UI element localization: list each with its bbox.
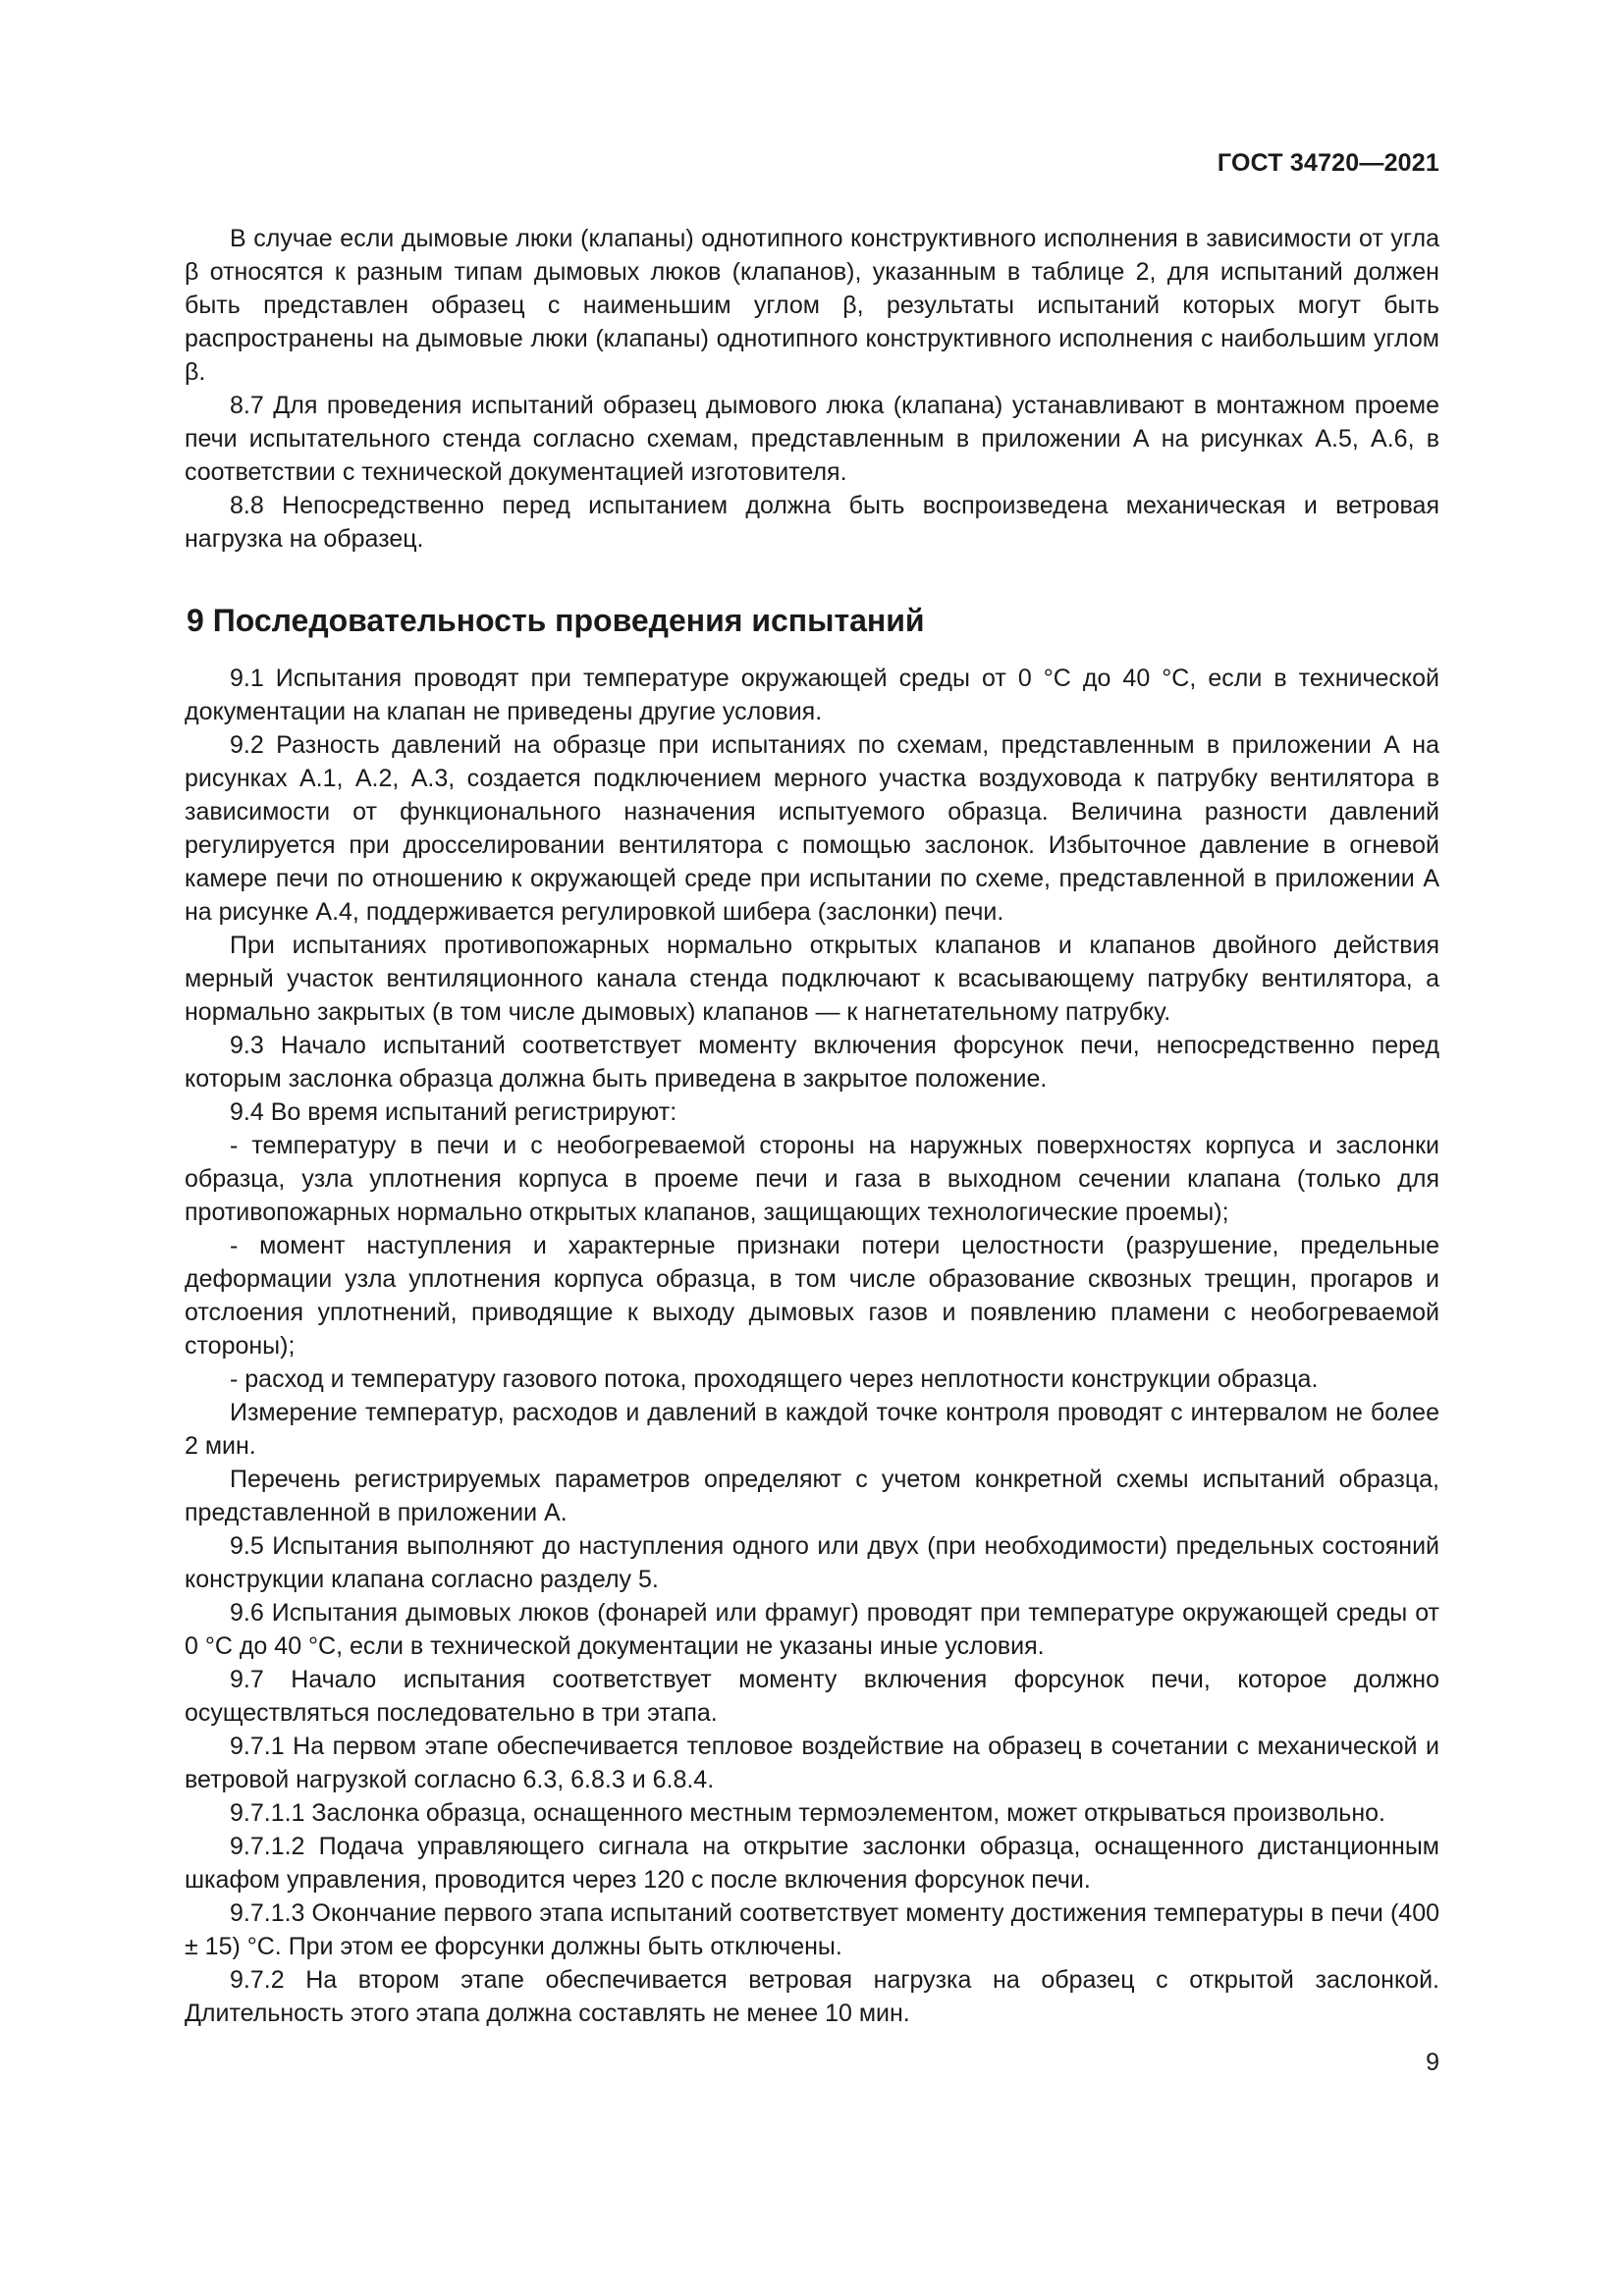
standard-number: ГОСТ 34720—2021 xyxy=(1217,149,1439,177)
paragraph: В случае если дымовые люки (клапаны) однотипного конструктивного исполнения в зависимости от угла β относятся к разным типам дымовых люков (клапанов), указанным в таблице 2, для испытаний должен быть представлен образец с наименьшим углом β, результаты испытаний которых могут быть распространены на дымовые люки (клапаны) однотипного конструктивного исполнения с наибольшим углом β. xyxy=(185,225,1439,386)
paragraph: 9.7 Начало испытания соответствует моменту включения форсунок печи, которое должно осуществляться последовательно в три этапа. xyxy=(185,1666,1439,1727)
paragraph: 9.7.2 На втором этапе обеспечивается ветровая нагрузка на образец с открытой заслонкой. Длительность этого этапа должна составлять не менее 10 мин. xyxy=(185,1966,1439,2027)
paragraph: 9.7.1.1 Заслонка образца, оснащенного местным термоэлементом, может открываться произвольно. xyxy=(230,1799,1385,1827)
list-item: - температуру в печи и с необогреваемой стороны на наружных поверхностях корпуса и заслонки образца, узла уплотнения корпуса в проеме печи и газа в выходном сечении клапана (только для противопожарных нормально открытых клапанов, защищающих технологические проемы); xyxy=(185,1132,1439,1226)
paragraph: 9.3 Начало испытаний соответствует моменту включения форсунок печи, непосредственно перед которым заслонка образца должна быть приведена в закрытое положение. xyxy=(185,1032,1439,1093)
paragraph: При испытаниях противопожарных нормально открытых клапанов и клапанов двойного действия мерный участок вентиляционного канала стенда подключают к всасывающему патрубку вентилятора, а нормально закрытых (в том числе дымовых) клапанов — к нагнетательному патрубку. xyxy=(185,932,1439,1026)
paragraph: Перечень регистрируемых параметров определяют с учетом конкретной схемы испытаний образца, представленной в приложении А. xyxy=(185,1466,1439,1526)
paragraph: 9.7.1.2 Подача управляющего сигнала на открытие заслонки образца, оснащенного дистанционным шкафом управления, проводится через 120 с после включения форсунок печи. xyxy=(185,1833,1439,1894)
paragraph: 9.2 Разность давлений на образце при испытаниях по схемам, представленным в приложении А на рисунках А.1, А.2, А.3, создается подключением мерного участка воздуховода к патрубку вентилятора в зависимости от функционального назначения испытуемого образца. Величина разности давлений регулируется при дросселировании вентилятора с помощью заслонок. Избыточное давление в огневой камере печи по отношению к окружающей среде при испытании по схеме, представленной в приложении А на рисунке А.4, поддерживается регулировкой шибера (заслонки) печи. xyxy=(185,731,1439,926)
paragraph: 9.7.1 На первом этапе обеспечивается тепловое воздействие на образец в сочетании с механической и ветровой нагрузкой согласно 6.3, 6.8.3 и 6.8.4. xyxy=(185,1733,1439,1793)
page-number: 9 xyxy=(1426,2049,1439,2076)
paragraph: 8.8 Непосредственно перед испытанием должна быть воспроизведена механическая и ветровая нагрузка на образец. xyxy=(185,492,1439,553)
list-item: - расход и температуру газового потока, проходящего через неплотности конструкции образца. xyxy=(230,1365,1319,1393)
page-body xyxy=(185,222,1439,2030)
paragraph: 8.7 Для проведения испытаний образец дымового люка (клапана) устанавливают в монтажном проеме печи испытательного стенда согласно схемам, представленным в приложении А на рисунках А.5, А.6, в соответствии с технической документацией изготовителя. xyxy=(185,392,1439,486)
paragraph: 9.4 Во время испытаний регистрируют: xyxy=(230,1098,677,1126)
section-heading: 9 Последовательность проведения испытаний xyxy=(187,603,925,638)
paragraph: 9.7.1.3 Окончание первого этапа испытаний соответствует моменту достижения температуры в печи (400 ± 15) °С. При этом ее форсунки должны быть отключены. xyxy=(185,1899,1439,1960)
paragraph: 9.6 Испытания дымовых люков (фонарей или фрамуг) проводят при температуре окружающей среды от 0 °С до 40 °С, если в технической документации не указаны иные условия. xyxy=(185,1599,1439,1660)
list-item: - момент наступления и характерные признаки потери целостности (разрушение, предельные деформации узла уплотнения корпуса образца, в том числе образование сквозных трещин, прогаров и отслоения уплотнений, приводящие к выходу дымовых газов и появлению пламени с необогреваемой стороны); xyxy=(185,1232,1439,1360)
paragraph: Измерение температур, расходов и давлений в каждой точке контроля проводят с интервалом не более 2 мин. xyxy=(185,1399,1439,1460)
paragraph: 9.5 Испытания выполняют до наступления одного или двух (при необходимости) предельных состояний конструкции клапана согласно разделу 5. xyxy=(185,1532,1439,1593)
paragraph: 9.1 Испытания проводят при температуре окружающей среды от 0 °С до 40 °С, если в технической документации на клапан не приведены другие условия. xyxy=(185,665,1439,725)
